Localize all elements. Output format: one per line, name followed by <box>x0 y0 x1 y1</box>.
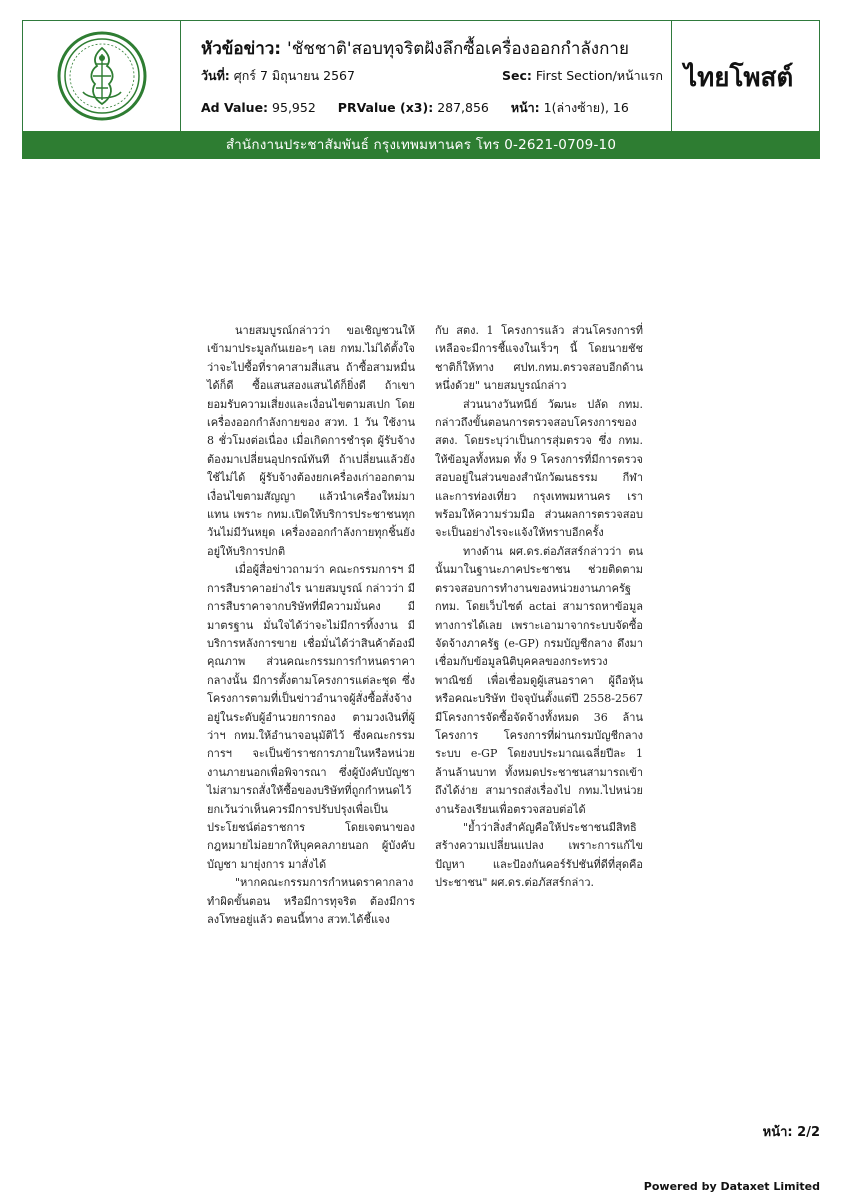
headline-label: หัวข้อข่าว: <box>201 39 282 59</box>
publication-panel <box>671 21 819 132</box>
date-label: วันที่: <box>201 68 230 83</box>
article-paragraph: เมื่อผู้สื่อข่าวถามว่า คณะกรรมการฯ มีการสืบราคาอย่างไร นายสมบูรณ์ กล่าวว่า มีการสืบราคาจากบริษัทที่มีความมั่นคง มีมาตรฐาน มั่นใจได้ว่าจะไม่มีการทิ้งงาน มีบริการหลังการขาย เชื่อมั่นได้ว่าสินค้าต้องมีคุณภาพ ส่วนคณะกรรมการกำหนดราคากลางนั้น มีการตั้งตามโครงการแต่ละชุด ซึ่งโครงการตามที่เป็นข่าวอำนาจผู้สั่งซื้อสั่งจ้าง อยู่ในระดับผู้อำนวยการกอง ตามวงเงินที่ผู้ว่าฯ กทม.ให้อำนาจอนุมัติไว้ ซึ่งคณะกรรมการฯ จะเป็นข้าราชการภายในหรือหน่วยงานภายนอกเพื่อพิจารณา ซึ่งผู้บังคับบัญชาไม่สามารถสั่งให้ซื้อของบริษัทที่ถูกกำหนดไว้ ยกเว้นว่าเห็นควรมีการปรับปรุงเพื่อเป็นประโยชน์ต่อราชการ โดยเจตนาของกฎหมายไม่อยากให้บุคคลภายนอก ผู้บังคับบัญชา มายุ่งการ มาสั่งได้ <box>207 563 415 871</box>
clipping-header <box>22 20 820 132</box>
article-column-left <box>207 322 415 929</box>
page-number-value: 2/2 <box>797 1125 820 1140</box>
pr-value-label: PRValue (x3): <box>337 100 434 115</box>
seal-panel <box>23 21 181 132</box>
article-column-right <box>435 322 643 893</box>
powered-by: Powered by Dataxet Limited <box>643 1180 820 1193</box>
article-paragraph: "หากคณะกรรมการกำหนดราคากลางทำผิดขั้นตอน หรือมีการทุจริต ต้องมีการลงโทษอยู่แล้ว ตอนนี้ทาง สวท.ได้ชี้แจง <box>207 876 415 926</box>
page-label: หน้า: <box>510 100 540 115</box>
clipping-info <box>201 21 671 132</box>
article-paragraph: นายสมบูรณ์กล่าวว่า ขอเชิญชวนให้เข้ามาประมูลกันเยอะๆ เลย กทม.ไม่ได้ตั้งใจว่าจะไปซื้อที่ราคาสามสี่แสน ถ้าซื้อสามหมื่นได้ก็ดี ซื้อแสนสองแสนได้ก็ยิ่งดี ถ้าเขายอมรับความเสี่ยงและเงื่อนไขตามสเปก โดยเครื่องออกกำลังกายของ สวท. 1 วัน ใช้งาน 8 ชั่วโมงต่อเนื่อง เมื่อเกิดการชำรุด ผู้รับจ้างต้องมาเปลี่ยนอุปกรณ์ทันที ถ้าเปลี่ยนแล้วยังใช้ไม่ได้ ผู้รับจ้างต้องยกเครื่องเก่าออกตามเงื่อนไขตามสัญญา แล้วนำเครื่องใหม่มาแทน เพราะ กทม.เปิดให้บริการประชาชนทุกวันไม่มีวันหยุด เครื่องออกกำลังกายทุกชิ้นยังอยู่ให้บริการปกติ <box>207 324 415 558</box>
section-value: First Section/หน้าแรก <box>535 68 663 83</box>
article-paragraph: "ย้ำว่าสิ่งสำคัญคือให้ประชาชนมีสิทธิสร้างความเปลี่ยนแปลง เพราะการแก้ไขปัญหา และป้องกันคอร์รัปชันที่ดีที่สุดคือประชาชน" ผศ.ดร.ต่อภัสสร์กล่าว. <box>435 820 643 890</box>
section-field <box>502 66 663 86</box>
agency-bar: สำนักงานประชาสัมพันธ์ กรุงเทพมหานคร โทร 0-2621-0709-10 <box>22 131 820 159</box>
publication-logo: ไทยโพสต์ <box>684 63 794 93</box>
headline <box>201 35 629 62</box>
date-field <box>201 66 355 86</box>
date-value: ศุกร์ 7 มิถุนายน 2567 <box>233 68 355 83</box>
page-number <box>763 1121 820 1142</box>
article-paragraph: กับ สตง. 1 โครงการแล้ว ส่วนโครงการที่เหลือจะมีการชี้แจงในเร็วๆ นี้ โดยนายชัชชาติก็ให้ทาง ศปท.กทม.ตรวจสอบอีกด้านหนึ่งด้วย" นายสมบูรณ์กล่าว <box>435 324 643 393</box>
values-row <box>201 98 629 118</box>
ad-value: 95,952 <box>272 100 316 115</box>
ad-value-label: Ad Value: <box>201 100 269 115</box>
bangkok-seal-icon <box>57 30 147 122</box>
pr-value: 287,856 <box>437 100 489 115</box>
page-number-label: หน้า: <box>762 1125 793 1140</box>
article-paragraph: ทางด้าน ผศ.ดร.ต่อภัสสร์กล่าวว่า ตนนั้นมาในฐานะภาคประชาชน ช่วยติดตามตรวจสอบการทำงานของหน่วยงานภาครัฐ กทม. โดยเว็บไซต์ actai สามารถหาข้อมูลทางการได้เลย เพราะเอามาจากระบบจัดซื้อจัดจ้างภาครัฐ (e-GP) กรมบัญชีกลาง ดึงมาเชื่อมกับข้อมูลนิติบุคคลของกระทรวงพาณิชย์ เพื่อเชื่อมดูผู้เสนอราคา ผู้ถือหุ้น หรือคณะบริษัท ปัจจุบันตั้งแต่ปี 2558-2567 มีโครงการจัดซื้อจัดจ้างทั้งหมด 36 ล้านโครงการ โครงการที่ผ่านกรมบัญชีกลาง ระบบ e-GP โดยงบประมาณเฉลี่ยปีละ 1 ล้านล้านบาท ทั้งหมดประชาชนสามารถเข้าถึงได้ง่าย สามารถส่งเรื่องไป กทม.ไปหน่วยงานร้องเรียนเพื่อตรวจสอบต่อได้ <box>435 544 643 816</box>
page-value: 1(ล่างซ้าย), 16 <box>543 100 629 115</box>
headline-text: 'ชัชชาติ'สอบทุจริตฝังลึกซื้อเครื่องออกกำลังกาย <box>287 39 629 59</box>
article-paragraph: ส่วนนางวันทนีย์ วัฒนะ ปลัด กทม. กล่าวถึงขั้นตอนการตรวจสอบโครงการของ สตง. โดยระบุว่าเป็นการสุ่มตรวจ ซึ่ง กทม. ให้ข้อมูลทั้งหมด ทั้ง 9 โครงการที่มีการตรวจสอบอยู่ในส่วนของสำนักวัฒนธรรม กีฬา และการท่องเที่ยว กรุงเทพมหานคร เราพร้อมให้ความร่วมมือ ส่วนผลการตรวจสอบจะเป็นอย่างไรจะแจ้งให้ทราบอีกครั้ง <box>435 397 643 540</box>
section-label: Sec: <box>502 68 532 83</box>
